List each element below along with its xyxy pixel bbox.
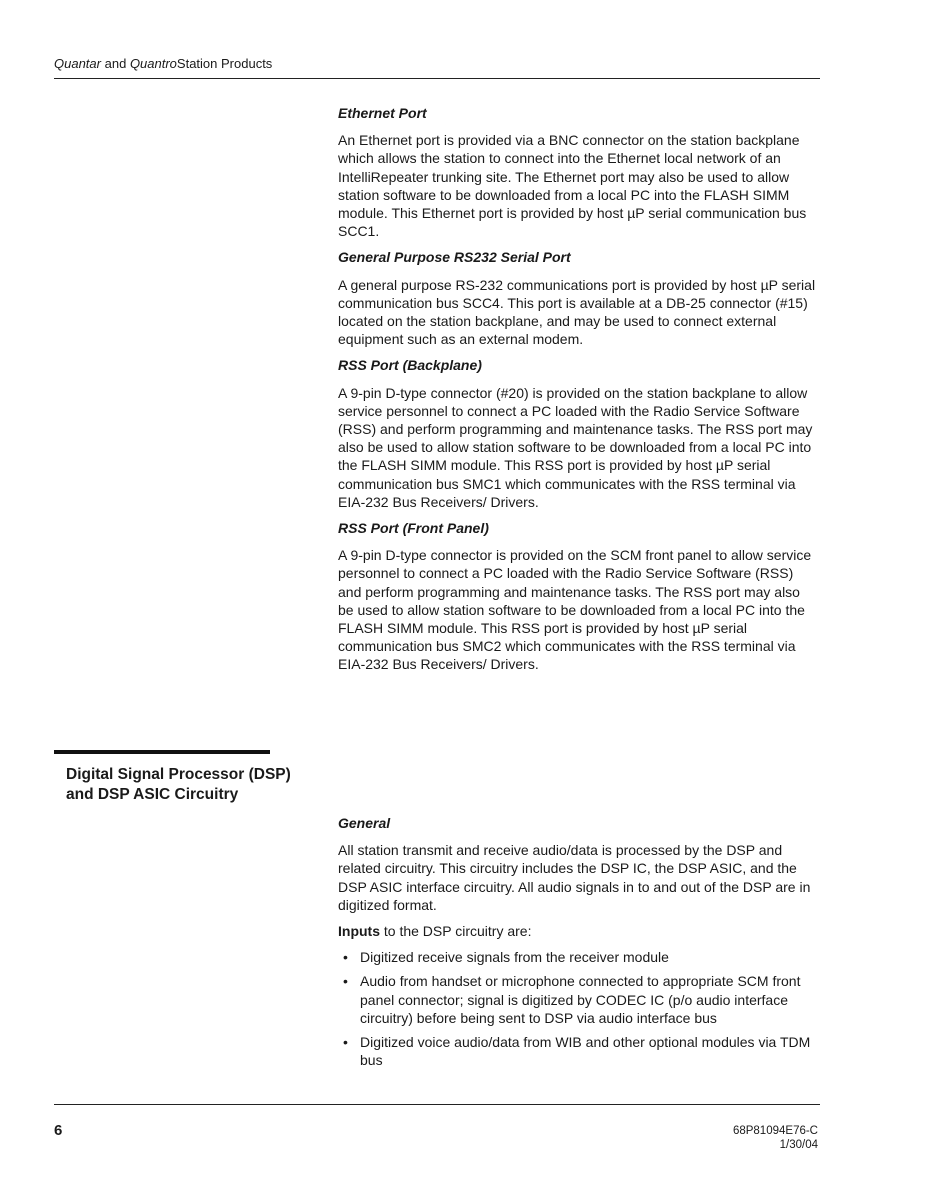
doc-date: 1/30/04 — [779, 1139, 818, 1151]
section-title-line1: Digital Signal Processor (DSP) — [66, 766, 291, 783]
page-number: 6 — [54, 1122, 63, 1139]
footer-rule — [54, 1104, 820, 1105]
section-title — [66, 765, 326, 805]
list-item: • Digitized receive signals from the receiver module — [338, 948, 818, 966]
inputs-rest: to the DSP circuitry are: — [383, 923, 532, 940]
running-header — [54, 56, 272, 71]
header-rest: Station Products — [176, 56, 273, 71]
inputs-intro — [338, 922, 818, 940]
ports-column — [338, 104, 818, 682]
inputs-list — [338, 948, 818, 1069]
header-and: and — [104, 56, 127, 71]
inputs-bold: Inputs — [338, 923, 380, 940]
section-title-line2: and DSP ASIC Circuitry — [66, 786, 239, 803]
ethernet-text: An Ethernet port is provided via a BNC connector on the station backplane which allows the station to connect into the Ethernet local network of an IntelliRepeater trunking site. The Ethernet port may also be used to allow station software to be downloaded from a local PC into the FLASH SIMM module. This Ethernet port is provided by host µP serial communication bus SCC1. — [338, 132, 807, 240]
section-bar — [54, 750, 270, 754]
doc-number: 68P81094E76-C — [732, 1125, 818, 1137]
ethernet-heading: Ethernet Port — [338, 105, 427, 121]
rss-front-text: A 9-pin D-type connector is provided on the SCM front panel to allow service personnel to connect a PC loaded with the Radio Service Software (RSS) and perform programming and maintenance tasks. The RSS port may also be used to allow station software to be downloaded from a local PC into the FLASH SIMM module. This RSS port is provided by host µP serial communication bus SMC2 which communicates with the RSS terminal via EIA-232 Bus Receivers/ Drivers. — [338, 547, 812, 673]
rss-front-heading: RSS Port (Front Panel) — [338, 520, 489, 537]
list-item: • Audio from handset or microphone connected to appropriate SCM front panel connector; signal is digitized by CODEC IC (p/o audio interface circuitry) before being sent to DSP via audio interface bus — [338, 972, 818, 1027]
header-rule — [54, 78, 820, 79]
general-heading: General — [338, 815, 391, 831]
dsp-column — [338, 814, 818, 1075]
rss-backplane-text: A 9-pin D-type connector (#20) is provided on the station backplane to allow service personnel to connect a PC loaded with the Radio Service Software (RSS) and perform programming and maintenance tasks. The RSS port may also be used to allow station software to be downloaded from a local PC into the FLASH SIMM module. This RSS port is provided by host µP serial communication bus SMC1 which communicates with the RSS terminal via EIA-232 Bus Receivers/ Drivers. — [338, 384, 813, 510]
list-item: • Digitized voice audio/data from WIB and other optional modules via TDM bus — [338, 1033, 818, 1069]
header-product-quantro: Quantro — [129, 56, 177, 71]
rss-backplane-heading: RSS Port (Backplane) — [338, 357, 482, 374]
rs232-heading: General Purpose RS232 Serial Port — [338, 249, 571, 266]
doc-info — [733, 1124, 818, 1152]
rs232-text: A general purpose RS-232 communications port is provided by host µP serial communication bus SCC4. This port is available at a DB-25 connector (#15) located on the station backplane, and may be used to connect external equipment such as an external modem. — [338, 276, 816, 348]
general-text: All station transmit and receive audio/data is processed by the DSP and related circuitry. This circuitry includes the DSP IC, the DSP ASIC, and the DSP ASIC interface circuitry. All audio signals in to and out of the DSP are in digitized format. — [338, 842, 811, 913]
header-product-quantar: Quantar — [54, 56, 101, 71]
